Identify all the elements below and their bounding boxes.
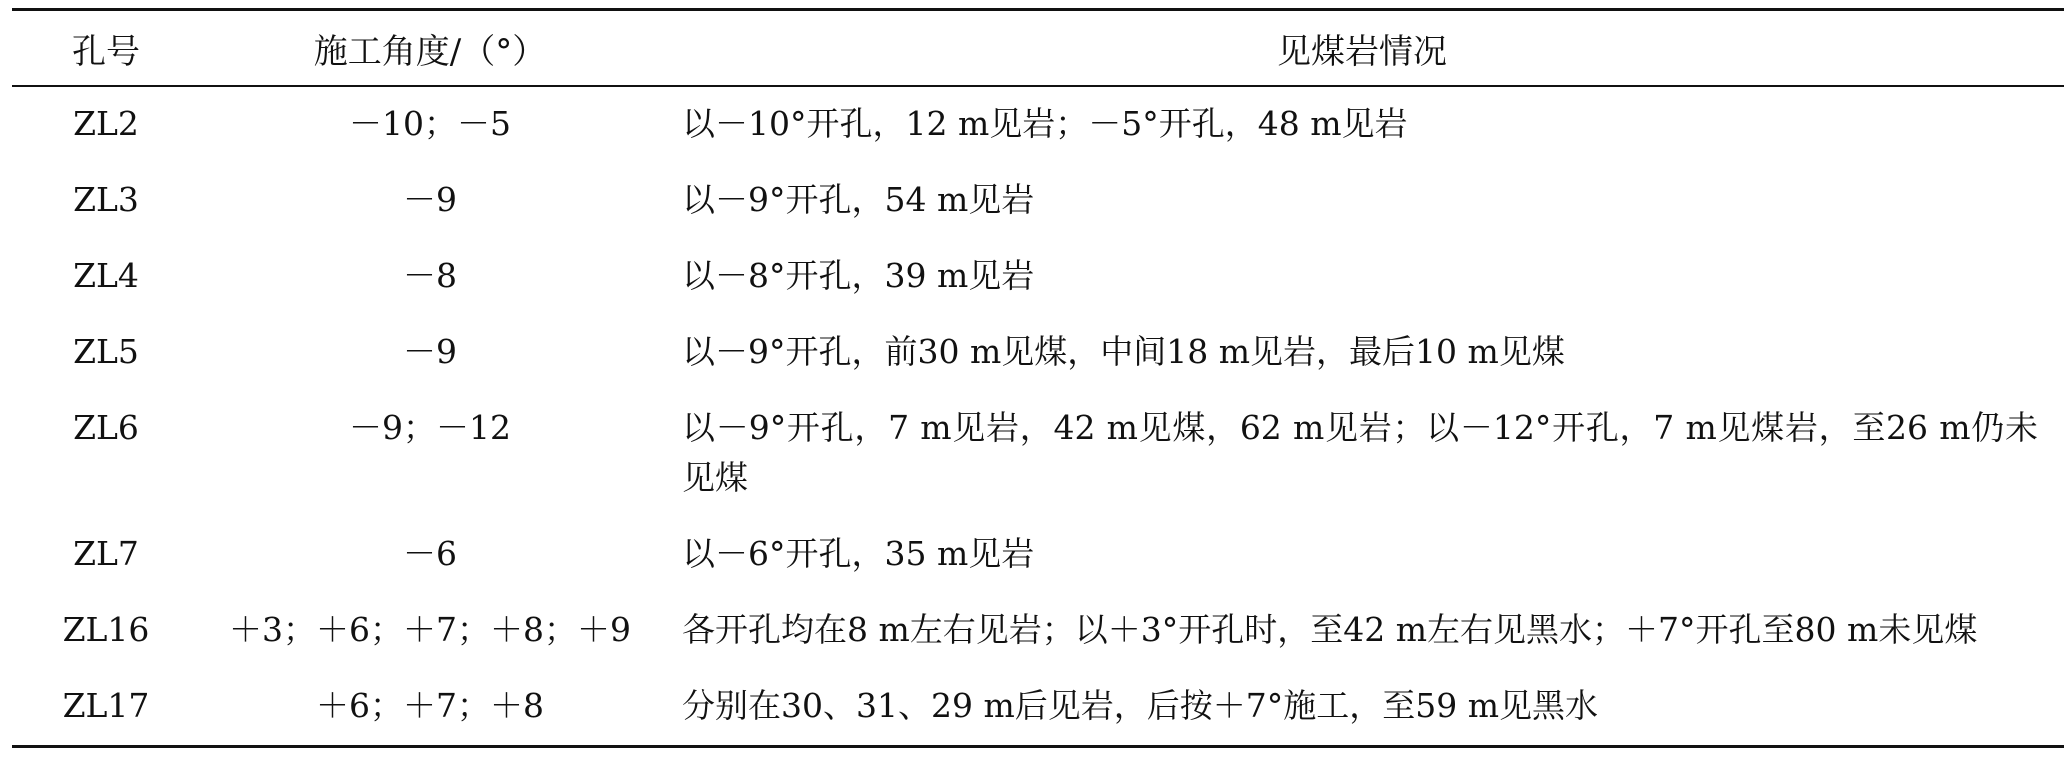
cell-angle: －10；－5 [349,104,511,143]
cell-angle: ＋3；＋6；＋7；＋8；＋9 [229,610,631,649]
cell-angle: －6 [403,534,457,573]
drilling-results-table [12,8,2064,748]
cell-angle: －8 [403,256,457,295]
cell-hole: ZL3 [73,180,139,219]
cell-hole: ZL7 [73,534,139,573]
table-row [12,86,2064,163]
cell-result: 以－9°开孔，7 m见岩，42 m见煤，62 m见岩；以－12°开孔，7 m见煤岩，至26 m仍未见煤 [682,408,2038,497]
cell-result: 各开孔均在8 m左右见岩；以＋3°开孔时，至42 m左右见黑水；＋7°开孔至80 m未见煤 [682,610,1978,649]
table-row [12,391,2064,517]
table-row [12,315,2064,391]
cell-result: 以－8°开孔，39 m见岩 [682,256,1035,295]
cell-result: 以－10°开孔，12 m见岩；－5°开孔，48 m见岩 [682,104,1408,143]
header-row [12,10,2064,87]
cell-hole: ZL5 [73,332,139,371]
header-result: 见煤岩情况 [1277,31,1447,72]
table-row [12,517,2064,593]
cell-angle: －9 [403,332,457,371]
cell-angle: ＋6；＋7；＋8 [316,686,544,725]
table-row [12,669,2064,747]
table-body [12,86,2064,747]
cell-result: 以－9°开孔，54 m见岩 [682,180,1035,219]
cell-result: 以－6°开孔，35 m见岩 [682,534,1035,573]
cell-hole: ZL6 [73,408,139,447]
cell-angle: －9；－12 [349,408,511,447]
table-row [12,163,2064,239]
cell-hole: ZL17 [62,686,150,725]
table-row [12,239,2064,315]
header-hole: 孔号 [72,31,140,72]
header-angle: 施工角度/（°） [313,31,547,72]
table-header [12,10,2064,87]
cell-angle: －9 [403,180,457,219]
cell-hole: ZL2 [73,104,139,143]
drilling-results-table-container [12,8,2064,748]
cell-result: 分别在30、31、29 m后见岩，后按＋7°施工，至59 m见黑水 [682,686,1599,725]
cell-hole: ZL4 [73,256,139,295]
table-row [12,593,2064,669]
cell-result: 以－9°开孔，前30 m见煤，中间18 m见岩，最后10 m见煤 [682,332,1565,371]
cell-hole: ZL16 [62,610,150,649]
